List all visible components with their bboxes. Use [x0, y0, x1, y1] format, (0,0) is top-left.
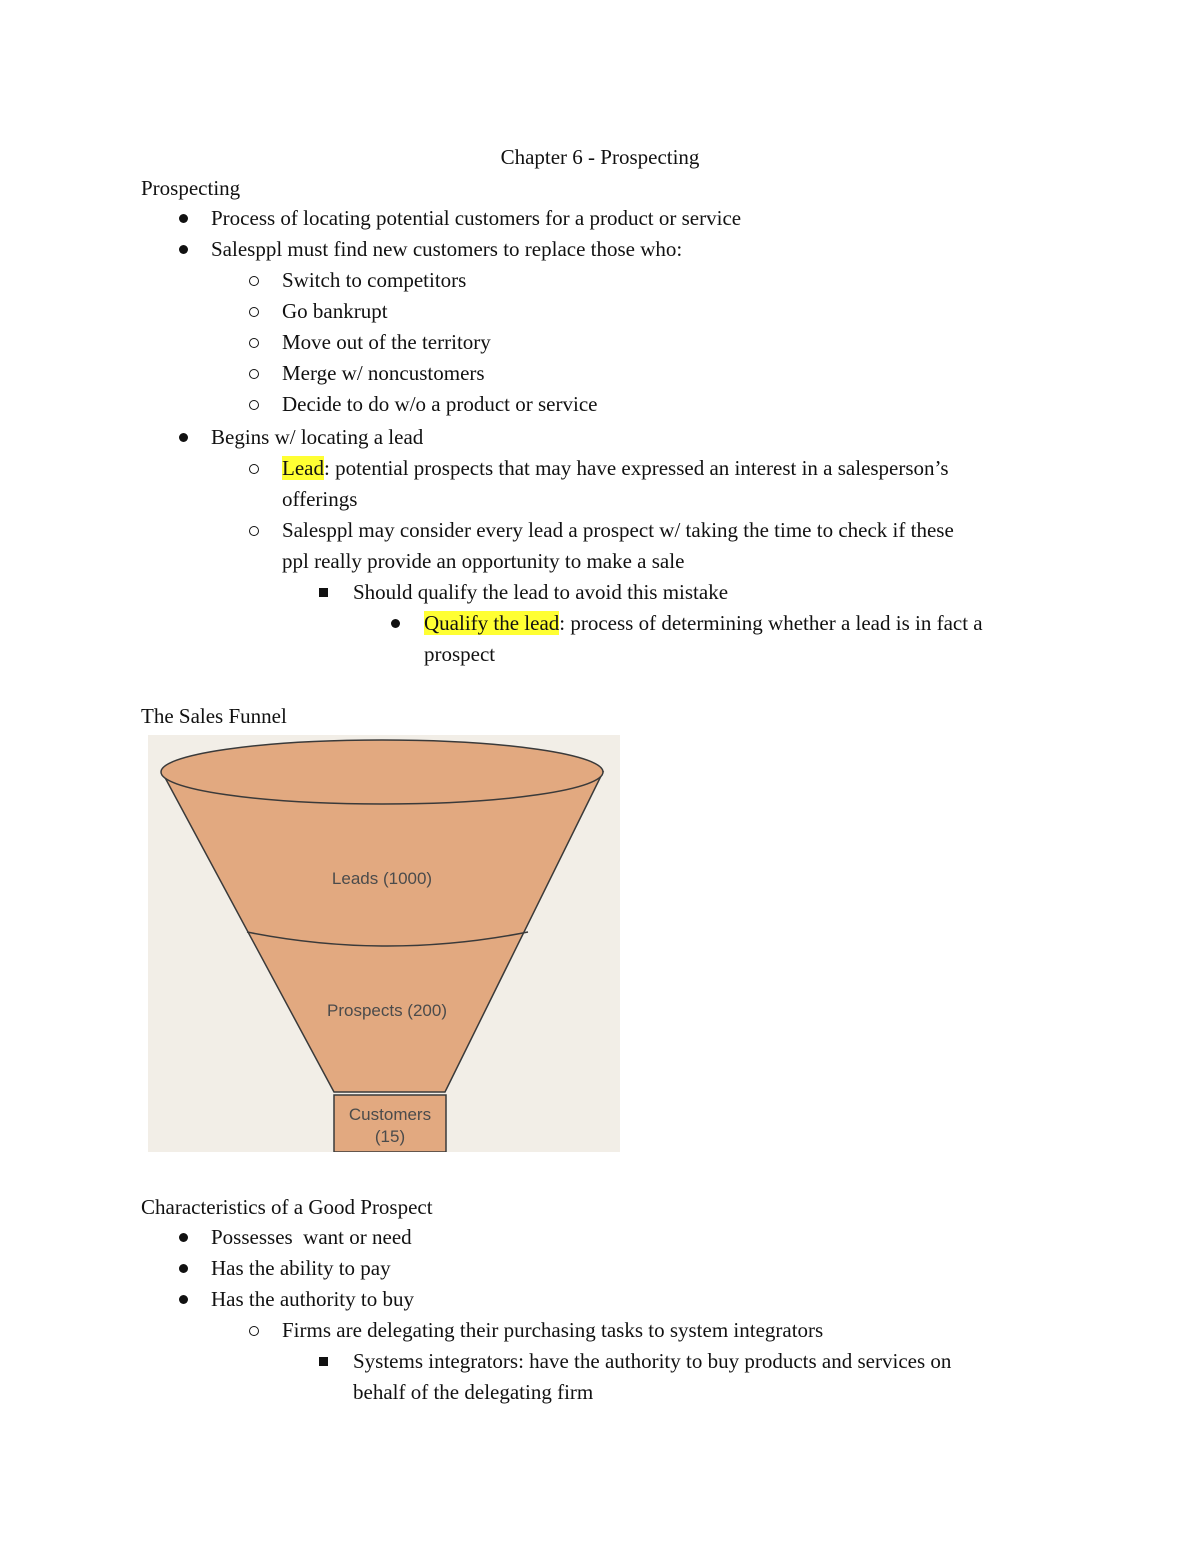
bullet-circle: [249, 338, 259, 348]
list-item: Possesses want or need: [211, 1225, 412, 1249]
funnel-label-customers: Customers: [348, 1105, 432, 1124]
section-heading-sales-funnel: The Sales Funnel: [141, 704, 287, 728]
section-heading-good-prospect: Characteristics of a Good Prospect: [141, 1195, 433, 1219]
list-item: Salesppl may consider every lead a prospect w/ taking the time to check if these: [282, 518, 954, 542]
list-item: Switch to competitors: [282, 268, 467, 292]
bullet-circle: [249, 526, 259, 536]
qualify-definition-text: : process of determining whether a lead is in fact a: [559, 611, 983, 635]
bullet-square: [319, 1357, 328, 1366]
list-item: Firms are delegating their purchasing tasks to system integrators: [282, 1318, 824, 1342]
funnel-label-leads: Leads (1000): [331, 869, 433, 888]
funnel-label-customers-count: (15): [374, 1127, 406, 1146]
bullet-disc: [179, 1264, 188, 1273]
list-item: Move out of the territory: [282, 330, 491, 354]
lead-definition-text: : potential prospects that may have expressed an interest in a salesperson’s: [323, 456, 949, 480]
section-heading-prospecting: Prospecting: [141, 176, 241, 200]
list-item: Decide to do w/o a product or service: [282, 392, 598, 416]
list-item-lead-definition: [282, 453, 949, 484]
list-item-qualify-definition: [424, 608, 983, 639]
funnel-top-rim: [161, 740, 603, 804]
list-item: Has the authority to buy: [211, 1287, 414, 1311]
highlight-lead: Lead: [282, 456, 324, 480]
list-item-continuation: ppl really provide an opportunity to make a sale: [282, 549, 685, 573]
list-item: Begins w/ locating a lead: [211, 425, 424, 449]
highlight-qualify-the-lead: Qualify the lead: [424, 611, 560, 635]
bullet-disc: [179, 214, 188, 223]
bullet-circle: [249, 307, 259, 317]
list-item: Go bankrupt: [282, 299, 388, 323]
bullet-disc: [179, 245, 188, 254]
bullet-square: [319, 588, 328, 597]
bullet-disc: [179, 1295, 188, 1304]
bullet-circle: [249, 276, 259, 286]
bullet-circle: [249, 464, 259, 474]
sales-funnel-figure: [148, 735, 620, 1152]
bullet-circle: [249, 400, 259, 410]
funnel-label-prospects: Prospects (200): [327, 1001, 447, 1020]
list-item: Salesppl must find new customers to replace those who:: [211, 237, 683, 261]
sales-funnel-diagram: [148, 735, 620, 1152]
list-item: Should qualify the lead to avoid this mistake: [353, 580, 729, 604]
bullet-disc: [179, 433, 188, 442]
list-item: Process of locating potential customers for a product or service: [211, 206, 742, 230]
list-item: Systems integrators: have the authority to buy products and services on: [353, 1349, 952, 1373]
list-item-continuation: behalf of the delegating firm: [353, 1380, 594, 1404]
bullet-disc: [391, 619, 400, 628]
list-item-continuation: prospect: [424, 642, 496, 666]
list-item: Merge w/ noncustomers: [282, 361, 485, 385]
list-item: Has the ability to pay: [211, 1256, 391, 1280]
bullet-circle: [249, 369, 259, 379]
bullet-disc: [179, 1233, 188, 1242]
page-title: Chapter 6 - Prospecting: [500, 145, 700, 169]
bullet-circle: [249, 1326, 259, 1336]
list-item-continuation: offerings: [282, 487, 358, 511]
